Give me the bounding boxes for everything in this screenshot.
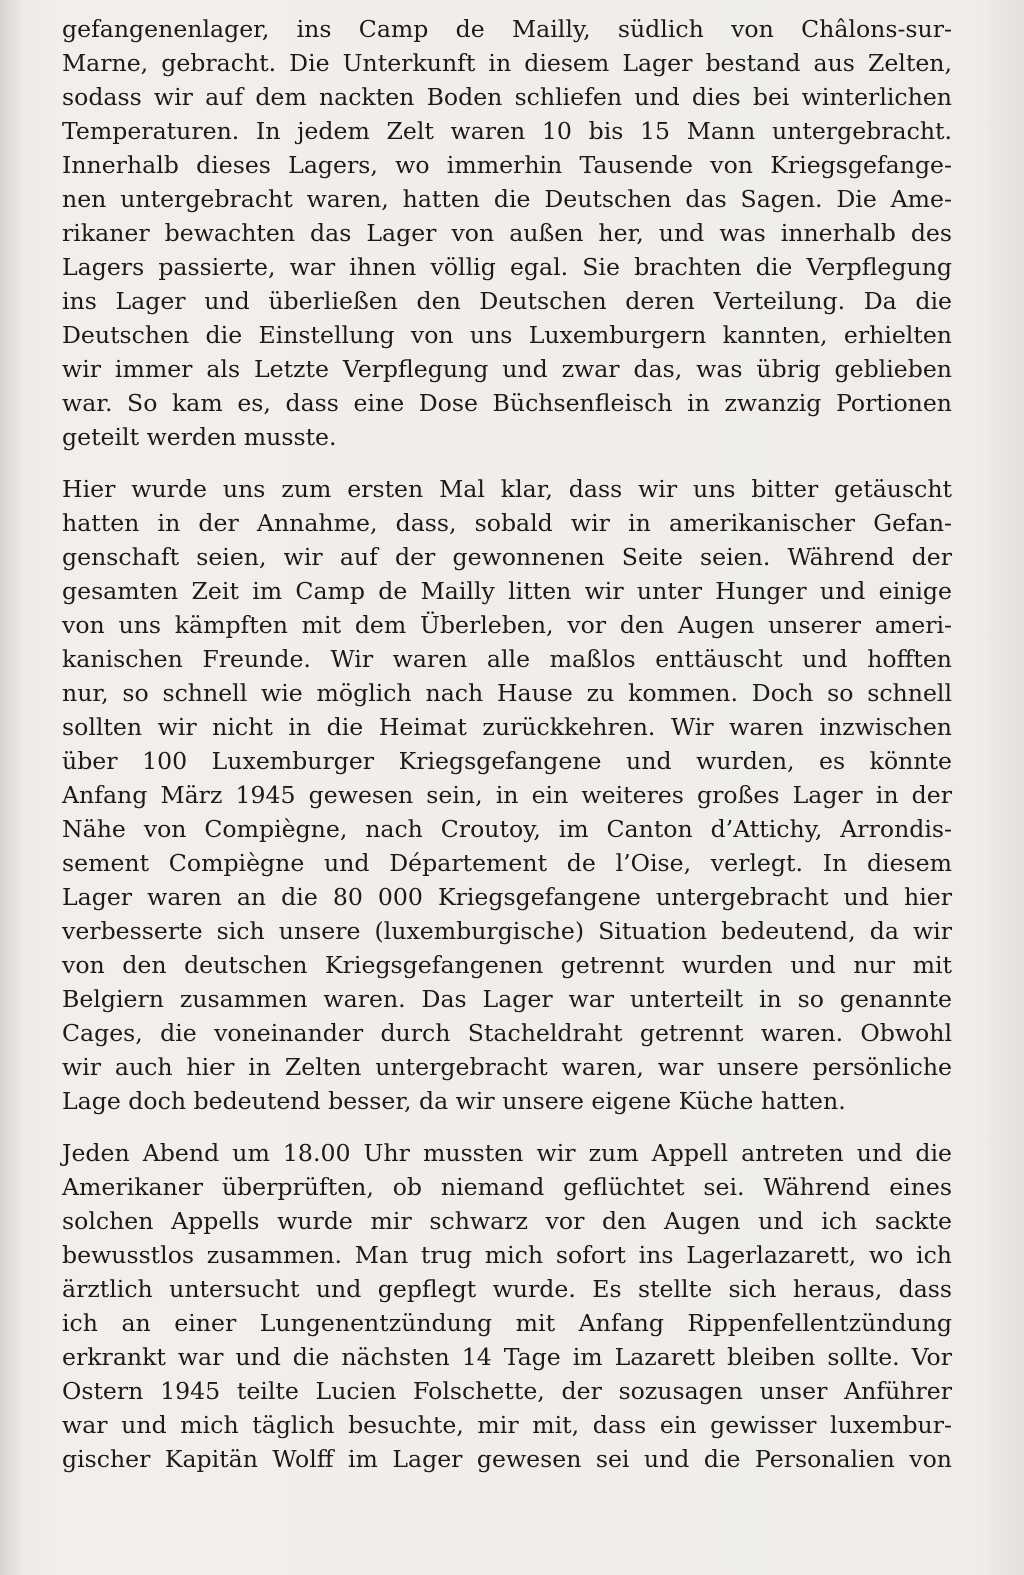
- text-line: Amerikaner überprüften, ob niemand geflüchtet sei. Während eines: [62, 1173, 952, 1201]
- text-line: Lagers passierte, war ihnen völlig egal. Sie brachten die Verpflegung: [62, 253, 952, 281]
- text-line: von den deutschen Kriegsgefangenen getrennt wurden und nur mit: [62, 951, 952, 979]
- text-line: ich an einer Lungenentzündung mit Anfang Rippenfellentzündung: [62, 1309, 952, 1337]
- paragraph-gap: [62, 454, 952, 472]
- text-line: genschaft seien, wir auf der gewonnenen Seite seien. Während der: [62, 543, 952, 571]
- text-line: sodass wir auf dem nackten Boden schliefen und dies bei winterlichen: [62, 83, 952, 111]
- text-line: Deutschen die Einstellung von uns Luxemburgern kannten, erhielten: [62, 321, 952, 349]
- text-line: geteilt werden musste.: [62, 423, 337, 451]
- text-line: wir auch hier in Zelten untergebracht waren, war unsere persönliche: [62, 1053, 952, 1081]
- text-line: Belgiern zusammen waren. Das Lager war unterteilt in so genannte: [62, 985, 952, 1013]
- text-line: Lage doch bedeutend besser, da wir unsere eigene Küche hatten.: [62, 1087, 846, 1115]
- text-line: Temperaturen. In jedem Zelt waren 10 bis 15 Mann untergebracht.: [62, 117, 952, 145]
- text-line: ärztlich untersucht und gepflegt wurde. Es stellte sich heraus, dass: [62, 1275, 952, 1303]
- text-line: hatten in der Annahme, dass, sobald wir in amerikanischer Gefan-: [62, 509, 952, 537]
- text-line: von uns kämpften mit dem Überleben, vor den Augen unserer ameri-: [62, 611, 952, 639]
- text-line: Cages, die voneinander durch Stacheldraht getrennt waren. Obwohl: [62, 1019, 952, 1047]
- text-line: solchen Appells wurde mir schwarz vor den Augen und ich sackte: [62, 1207, 952, 1235]
- text-line: nen untergebracht waren, hatten die Deutschen das Sagen. Die Ame-: [62, 185, 952, 213]
- text-line: wir immer als Letzte Verpflegung und zwar das, was übrig geblieben: [62, 355, 952, 383]
- paragraph-2: [62, 472, 952, 1118]
- body-text: [62, 12, 952, 1476]
- text-line: sement Compiègne und Département de l’Oise, verlegt. In diesem: [62, 849, 952, 877]
- text-line: nur, so schnell wie möglich nach Hause zu kommen. Doch so schnell: [62, 679, 952, 707]
- paragraph-3: [62, 1136, 952, 1476]
- text-line: Ostern 1945 teilte Lucien Folschette, der sozusagen unser Anführer: [62, 1377, 952, 1405]
- paragraph-gap: [62, 1118, 952, 1136]
- text-line: sollten wir nicht in die Heimat zurückkehren. Wir waren inzwischen: [62, 713, 952, 741]
- text-line: Anfang März 1945 gewesen sein, in ein weiteres großes Lager in der: [62, 781, 952, 809]
- paragraph-1: [62, 12, 952, 454]
- text-line: rikaner bewachten das Lager von außen her, und was innerhalb des: [62, 219, 952, 247]
- text-line: kanischen Freunde. Wir waren alle maßlos enttäuscht und hofften: [62, 645, 952, 673]
- text-line: über 100 Luxemburger Kriegsgefangene und wurden, es könnte: [62, 747, 952, 775]
- text-line: Hier wurde uns zum ersten Mal klar, dass wir uns bitter getäuscht: [62, 475, 952, 503]
- text-line: Lager waren an die 80 000 Kriegsgefangene untergebracht und hier: [62, 883, 952, 911]
- text-line: war und mich täglich besuchte, mir mit, dass ein gewisser luxembur-: [62, 1411, 952, 1439]
- text-line: Nähe von Compiègne, nach Croutoy, im Canton d’Attichy, Arrondis-: [62, 815, 952, 843]
- text-line: erkrankt war und die nächsten 14 Tage im Lazarett bleiben sollte. Vor: [62, 1343, 952, 1371]
- text-line: verbesserte sich unsere (luxemburgische) Situation bedeutend, da wir: [62, 917, 952, 945]
- text-line: war. So kam es, dass eine Dose Büchsenfleisch in zwanzig Portionen: [62, 389, 952, 417]
- text-line: gesamten Zeit im Camp de Mailly litten wir unter Hunger und einige: [62, 577, 952, 605]
- text-line: gefangenenlager, ins Camp de Mailly, südlich von Châlons-sur-: [62, 15, 952, 43]
- text-line: Marne, gebracht. Die Unterkunft in diesem Lager bestand aus Zelten,: [62, 49, 952, 77]
- text-line: ins Lager und überließen den Deutschen deren Verteilung. Da die: [62, 287, 952, 315]
- text-line: gischer Kapitän Wolff im Lager gewesen sei und die Personalien von: [62, 1445, 952, 1473]
- text-line: Innerhalb dieses Lagers, wo immerhin Tausende von Kriegsgefange-: [62, 151, 952, 179]
- text-line: Jeden Abend um 18.00 Uhr mussten wir zum Appell antreten und die: [62, 1139, 952, 1167]
- text-line: bewusstlos zusammen. Man trug mich sofort ins Lagerlazarett, wo ich: [62, 1241, 952, 1269]
